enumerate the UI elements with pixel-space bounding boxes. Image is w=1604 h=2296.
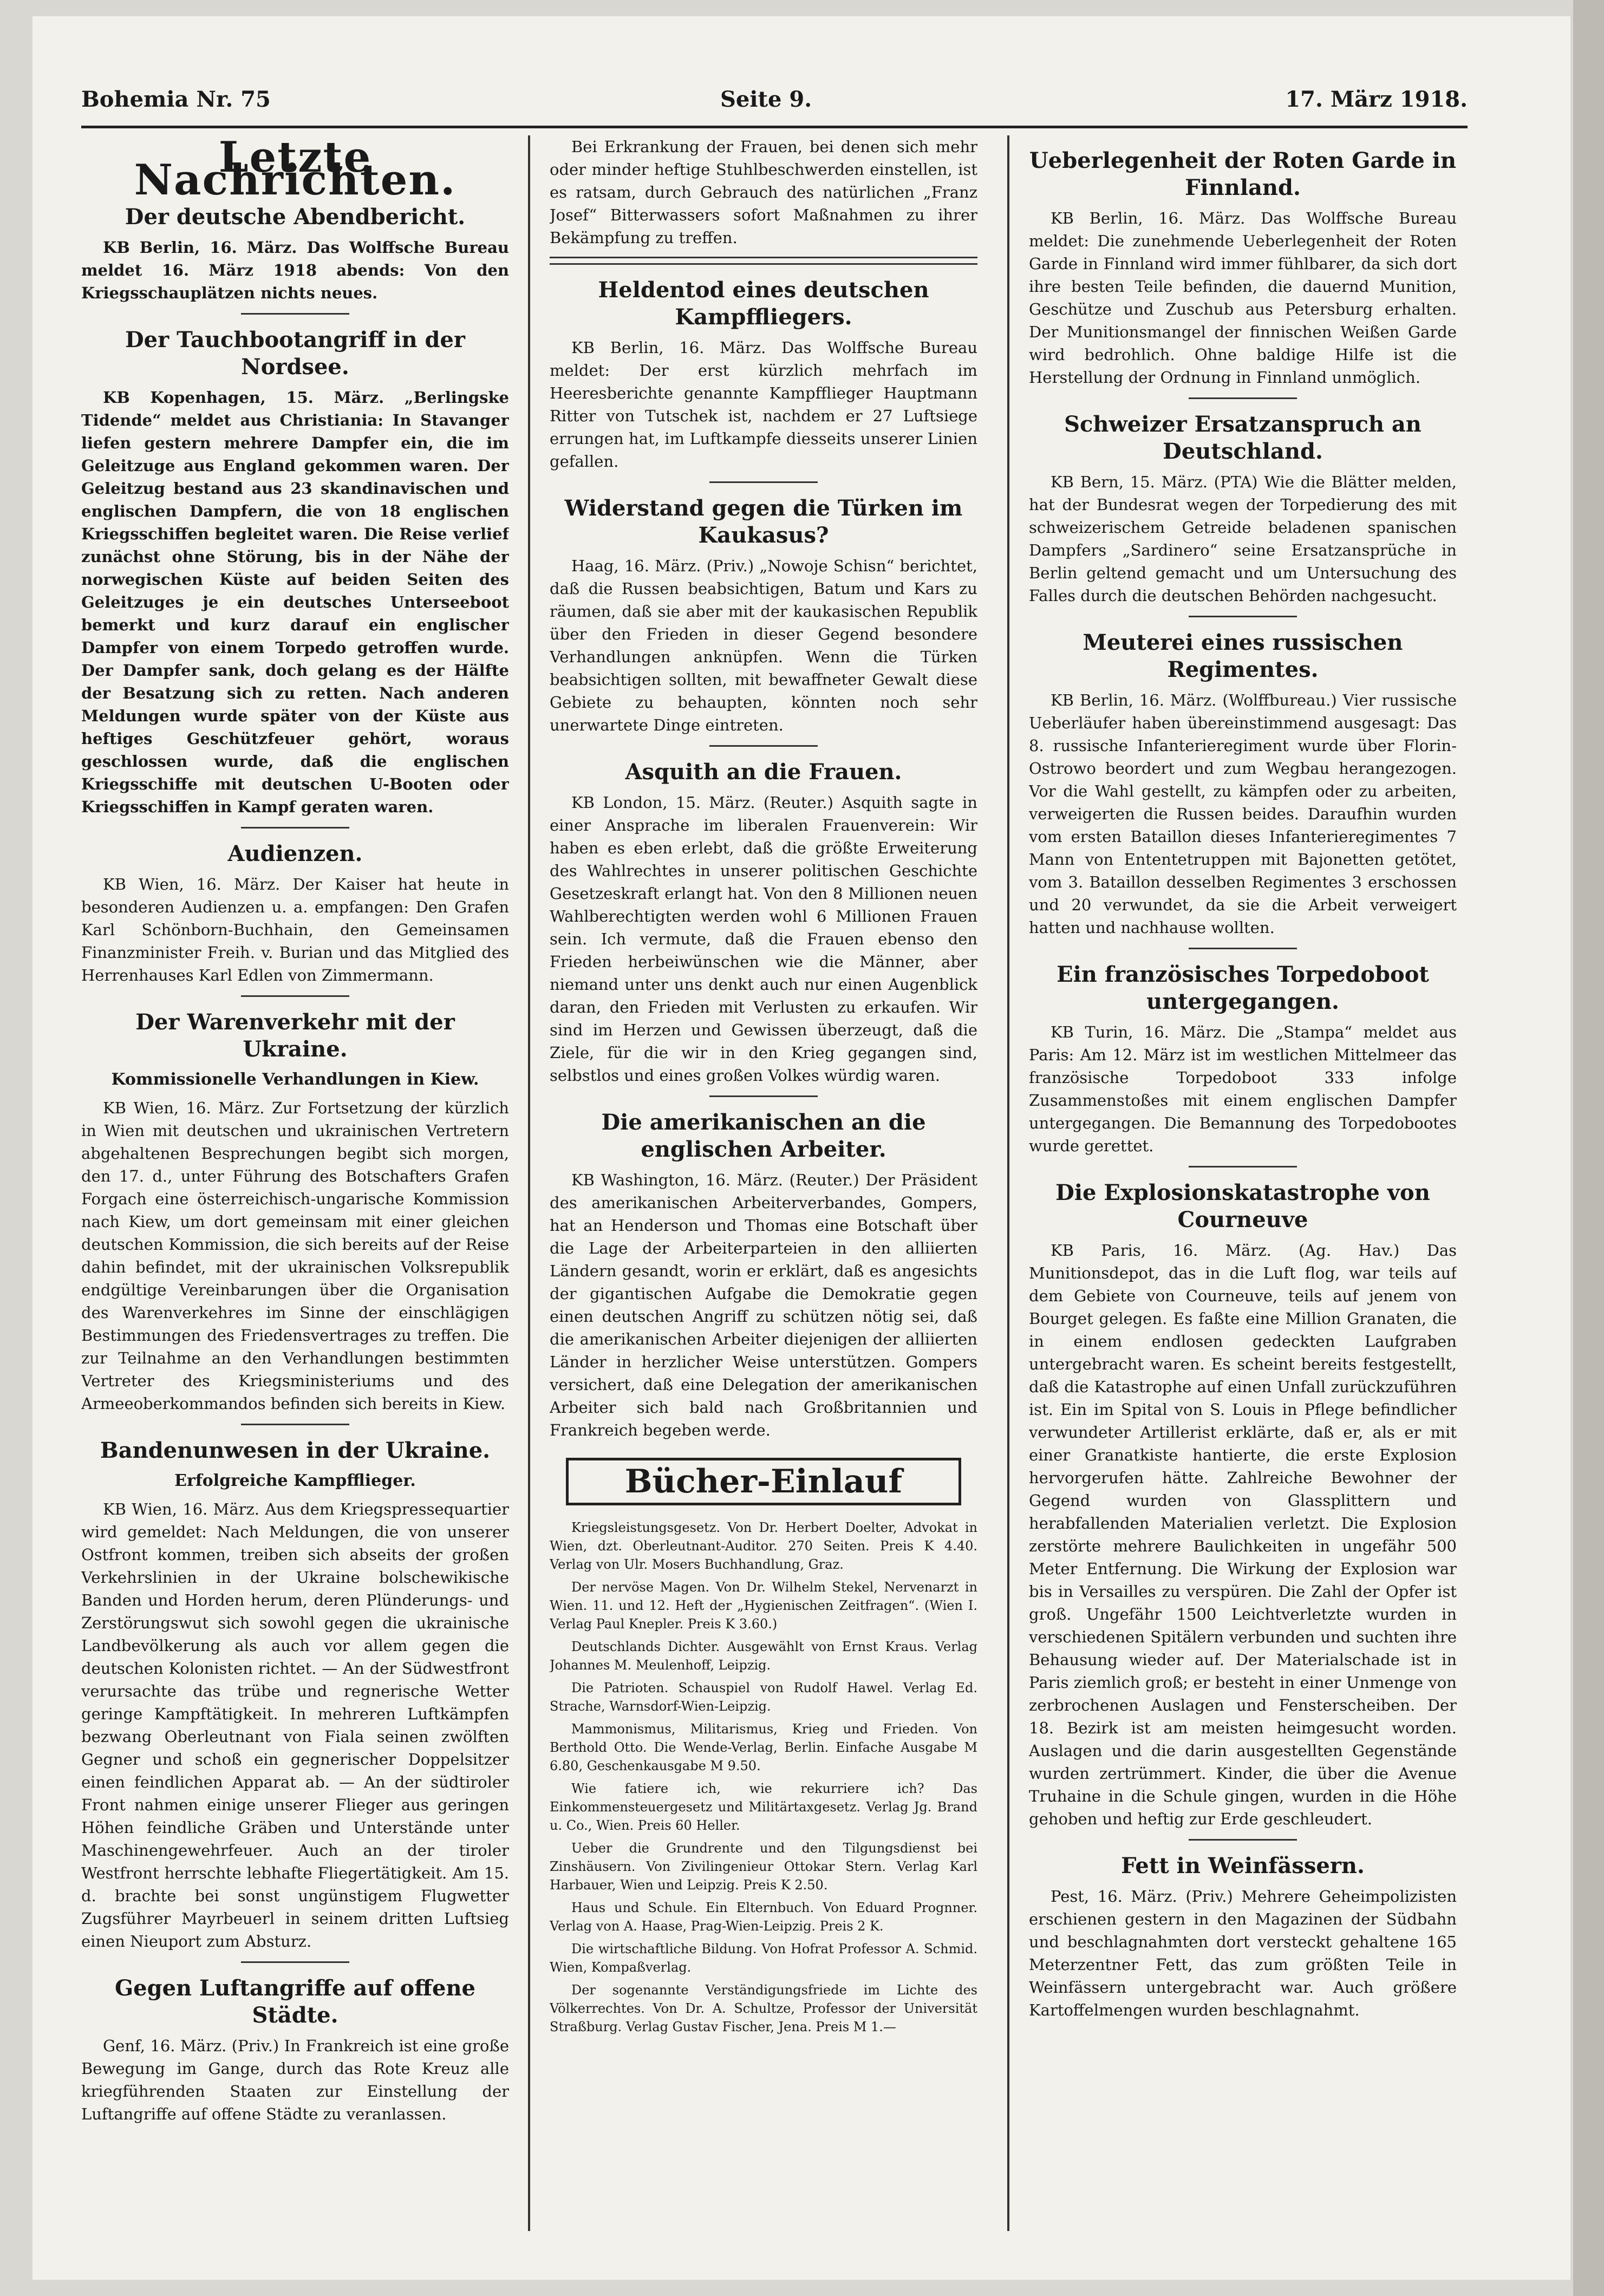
article-heading: Widerstand gegen die Türken im Kaukasus? — [564, 495, 963, 548]
article-text: KB London, 15. März. (Reuter.) Asquith sagte in einer Ansprache im liberalen Frauenverein: Wir haben es eben erlebt, daß die größte Erweiterung des Wahlrechtes in unserer politischen Geschichte Gesetzeskraft erlangt hat. Von den 8 Millionen neuen Wahlberechtigten werden wohl 6 Millionen Frauen sein. Ich vermute, daß die Frauen ebenso den Frieden herbeiwünschen wie die Männer, aber niemand unter uns denkt auch nur einen Augenblick daran, den Frieden mit Verlusten zu erkaufen. Wir sind im Herzen und Gewissen überzeugt, daß die Ziele, für die wir in den Krieg gegangen sind, selbstlos und eines großen Volkes würdig waren. — [550, 793, 977, 1085]
separator — [709, 481, 818, 483]
issue-date: 17. März 1918. — [1285, 87, 1468, 112]
article-text: Haag, 16. März. (Priv.) „Nowoje Schisn“ berichtet, daß die Russen beabsichtigen, Batum und Kars zu räumen, daß sie aber mit der kaukasischen Republik über den Frieden in dieser Gegend besondere Verhandlungen anknüpfen. Wenn die Türken beabsichtigen sollten, mit bewaffneter Gewalt diese Gebiete zu behaupten, könnten noch sehr unerwartete Dinge eintreten. — [550, 557, 977, 734]
article-text: KB Bern, 15. März. (PTA) Wie die Blätter melden, hat der Bundesrat wegen der Torpedierung des mit schweizerischem Getreide beladenen spanischen Dampfers „Sardinero“ seine Ersatzansprüche in Berlin geltend gemacht und um Untersuchung des Falles durch die deutschen Behörden nachgesucht. — [1029, 473, 1457, 605]
column-rule-2 — [1007, 135, 1009, 2231]
column-rule-1 — [528, 135, 530, 2231]
separator — [241, 1424, 349, 1425]
article-heading: Ein französisches Torpedoboot untergegangen. — [1057, 962, 1429, 1014]
books-box-title: Bücher-Einlauf — [566, 1458, 961, 1505]
page-header — [81, 87, 1468, 125]
article-text: KB Turin, 16. März. Die „Stampa“ meldet aus Paris: Am 12. März ist im westlichen Mittelmeer das französische Torpedoboot 333 infolge Zusammenstoßes mit einem englischen Dampfer untergegangen. Die Bemannung des Torpedobootes wurde gerettet. — [1029, 1023, 1457, 1155]
separator — [1189, 397, 1297, 399]
article-text: KB Wien, 16. März. Aus dem Kriegspressequartier wird gemeldet: Nach Meldungen, die von unserer Ostfront kommen, treiben sich abseits der großen Verkehrslinien in der Ukraine bolschewikische Banden und Horden herum, deren Plünderungs- und Zerstörungswut sich sowohl gegen die ukrainische Landbevölkerung als auch vor allem gegen die deutschen Kolonisten richtet. — An der Südwestfront verursachte das trübe und regnerische Wetter geringe Kampftätigkeit. In mehreren Luftkämpfen bezwang Oberleutnant von Fiala seinen zwölften Gegner und schoß ein gegnerischer Doppelsitzer einen feindlichen Apparat ab. — An der südtiroler Front nahmen einige unserer Flieger aus geringen Höhen feindliche Gräben und Unterstände unter Maschinengewehrfeuer. Auch an der tiroler Westfront herrschte lebhafte Fliegertätigkeit. Am 15. d. brachte bei sonst ungünstigem Flugwetter Zugsführer Mayrbeuerl in seinem dritten Luftsieg einen Nieuport zum Absturz. — [81, 1500, 509, 1951]
book-entry: Die wirtschaftliche Bildung. Von Hofrat Professor A. Schmid. Wien, Kompaßverlag. — [550, 1941, 977, 1975]
separator — [709, 745, 818, 747]
header-rule — [81, 126, 1468, 128]
article-text: KB Kopenhagen, 15. März. „Berlingske Tidende“ meldet aus Christiania: In Stavanger liefen gestern mehrere Dampfer ein, die im Geleitzuge aus England gekommen waren. Der Geleitzug bestand aus 23 skandinavischen und englischen Dampfern, die von 18 englischen Kriegsschiffen begleitet waren. Die Reise verlief zunächst ohne Störung, bis in der Nähe der norwegischen Küste auf beiden Seiten des Geleitzuges je ein deutsches Unterseeboot bemerkt und kurz darauf ein englischer Dampfer von einem Torpedo getroffen wurde. Der Dampfer sank, doch gelang es der Hälfte der Besatzung sich zu retten. Nach anderen Meldungen wurde später von der Küste aus heftiges Geschützfeuer gehört, woraus geschlossen wurde, daß die englischen Kriegsschiffe mit deutschen U-Booten oder Kriegsschiffen in Kampf geraten waren. — [81, 388, 509, 816]
separator — [1189, 1166, 1297, 1167]
article-heading: Ueberlegenheit der Roten Garde in Finnland. — [1029, 148, 1457, 200]
advertisement-text: Bei Erkrankung der Frauen, bei denen sich mehr oder minder heftige Stuhlbeschwerden einstellen, ist es ratsam, durch Gebrauch des natürlichen „Franz Josef“ Bitterwassers sofort Maßnahmen zu ihrer Bekämpfung zu treffen. — [550, 138, 977, 247]
article-heading: Der Warenverkehr mit der Ukraine. — [135, 1009, 455, 1062]
article-heading: Der deutsche Abendbericht. — [125, 204, 466, 230]
book-entry: Wie fatiere ich, wie rekurriere ich? Das Einkommensteuergesetz und Militärtaxgesetz. Verlag Jg. Brand u. Co., Wien. Preis 60 Heller. — [550, 1781, 977, 1833]
article-text: KB Berlin, 16. März. Das Wolffsche Bureau meldet 16. März 1918 abends: Von den Kriegsschauplätzen nichts neues. — [81, 238, 509, 302]
book-entry: Die Patrioten. Schauspiel von Rudolf Hawel. Verlag Ed. Strache, Warnsdorf-Wien-Leipzig. — [550, 1680, 977, 1714]
book-entry: Ueber die Grundrente und den Tilgungsdienst bei Zinshäusern. Von Zivilingenieur Ottokar Stern. Verlag Karl Harbauer, Wien und Leipzig. Preis K 2.50. — [550, 1841, 977, 1893]
book-entry: Der sogenannte Verständigungsfriede im Lichte des Völkerrechtes. Von Dr. A. Schultze, Professor der Universität Straßburg. Verlag Gustav Fischer, Jena. Preis M 1.— — [550, 1982, 977, 2034]
article-heading: Fett in Weinfässern. — [1121, 1853, 1365, 1878]
article-text: KB Berlin, 16. März. (Wolffbureau.) Vier russische Ueberläufer haben übereinstimmend ausgesagt: Das 8. russische Infanterieregiment wurde über Florin-Ostrowo beordert und zum Wegbau herangezogen. Vor die Wahl gestellt, zu kämpfen oder zu arbeiten, verweigerten die Russen beides. Daraufhin wurden vom ersten Bataillon dieses Infanterieregimentes 7 Mann von Ententetruppen mit Bajonetten getötet, vom 3. Bataillon desselben Regimentes 3 erschossen und 20 verwundet, da sie die Arbeit verweigert hatten und nachhause wollten. — [1029, 691, 1457, 937]
separator — [241, 995, 349, 997]
column-3 — [1029, 135, 1457, 2236]
column-2 — [550, 135, 977, 2236]
article-heading: Bandenunwesen in der Ukraine. — [100, 1438, 491, 1463]
article-heading: Die amerikanischen an die englischen Arbeiter. — [601, 1110, 926, 1162]
article-text: KB Wien, 16. März. Zur Fortsetzung der kürzlich in Wien mit deutschen und ukrainischen Vertretern abgehaltenen Besprechungen begibt sich morgen, den 17. d., unter Führung des Botschafters Grafen Forgach eine österreichisch-ungarische Kommission nach Kiew, um dort gemeinsam mit einer gleichen deutschen Kommission, die sich bereits auf der Reise dahin befindet, mit der ukrainischen Volksrepublik endgültige Vereinbarungen über die Organisation des Warenverkehres im Sinne der einschlägigen Bestimmungen des Friedensvertrages zu treffen. Die zur Teilnahme an den Verhandlungen bestimmten Vertreter des Kriegsministeriums und des Armeeoberkommandos befinden sich bereits in Kiew. — [81, 1099, 509, 1413]
separator — [1189, 948, 1297, 949]
separator — [241, 1961, 349, 1963]
article-text: KB Berlin, 16. März. Das Wolffsche Bureau meldet: Der erst kürzlich mehrfach im Heeresberichte genannte Kampfflieger Hauptmann Ritter von Tutschek ist, nachdem er 27 Luftsiege errungen hat, im Luftkampfe diesseits unserer Linien gefallen. — [550, 338, 977, 471]
double-separator — [550, 257, 977, 265]
article-heading: Der Tauchbootangriff in der Nordsee. — [125, 327, 465, 380]
article-subheading: Erfolgreiche Kampfflieger. — [174, 1471, 416, 1490]
book-entry: Mammonismus, Militarismus, Krieg und Frieden. Von Berthold Otto. Die Wende-Verlag, Berlin. Einfache Ausgabe M 6.80, Geschenkausgabe M 9.50. — [550, 1721, 977, 1773]
book-entry: Haus und Schule. Ein Elternbuch. Von Eduard Prognner. Verlag von A. Haase, Prag-Wien-Leipzig. Preis 2 K. — [550, 1900, 977, 1934]
article-text: KB Washington, 16. März. (Reuter.) Der Präsident des amerikanischen Arbeiterverbandes, Gompers, hat an Henderson und Thomas eine Botschaft über die Lage der Arbeiterparteien in den alliierten Ländern gesandt, worin er erklärt, daß es angesichts der gigantischen Aufgabe die Demokratie gegen einen deutschen Angriff zu schützen nötig sei, daß die amerikanischen Arbeiter diejenigen der alliierten Länder in herzlicher Weise unterstützen. Gompers versichert, daß eine Delegation der amerikanischen Arbeiter sich bald nach Großbritannien und Frankreich begeben werde. — [550, 1171, 977, 1439]
separator — [1189, 1839, 1297, 1841]
separator — [241, 827, 349, 829]
section-title: Letzte Nachrichten. — [134, 135, 457, 205]
article-text: KB Paris, 16. März. (Ag. Hav.) Das Munitionsdepot, das in die Luft flog, war teils auf dem Gebiete von Courneuve, teils auf jenem von Bourget gelegen. Es faßte eine Million Granaten, die in einem endlosen gedeckten Laufgraben untergebracht waren. Es scheint bereits festgestellt, daß die Katastrophe auf einen Unfall zurückzuführen ist. Ein im Spital von S. Louis in Pflege befindlicher verwundeter Artillerist erklärte, daß er, als er mit einer Granatkiste hantierte, die erste Explosion hervorgerufen hätte. Zahlreiche Bewohner der Gegend wurden von Glassplittern und herabfallenden Materialien verletzt. Die Explosion zerstörte mehrere Baulichkeiten in ungefähr 500 Meter Entfernung. Die Wirkung der Explosion war bis in Versailles zu verspüren. Die Zahl der Opfer ist groß. Ungefähr 1500 Leichtverletzte wurden in verschiedenen Spitälern verbunden und suchten ihre Behausung wieder auf. Der Materialschade ist in Paris ziemlich groß; er besteht in einer Unmenge von zerbrochenen Auslagen und Fensterscheiben. Der 18. Bezirk ist am meisten heimgesucht worden. Auslagen und die darin ausgestellten Gegenstände wurden zertrümmert. Kinder, die über die Avenue Truhaine in die Schule gingen, wurden in die Höhe gehoben und heftig zur Erde geschleudert. — [1029, 1241, 1457, 1828]
issue-number: Bohemia Nr. 75 — [81, 87, 271, 112]
page-number: Seite 9. — [720, 87, 812, 112]
article-heading: Die Explosionskatastrophe von Courneuve — [1055, 1180, 1430, 1232]
article-subheading: Kommissionelle Verhandlungen in Kiew. — [111, 1070, 479, 1089]
article-heading: Heldentod eines deutschen Kampffliegers. — [598, 277, 929, 330]
article-text: KB Berlin, 16. März. Das Wolffsche Bureau meldet: Die zunehmende Ueberlegenheit der Roten Garde in Finnland wird immer fühlbarer, da sich dort ihre besten Teile befinden, die dauernd Munition, Geschütze und Zuschub aus Petersburg erhalten. Der Munitionsmangel der finnischen Weißen Garde wird bedrohlich. Ohne baldige Hilfe ist die Herstellung der Ordnung in Finnland unmöglich. — [1029, 209, 1457, 387]
book-entry: Der nervöse Magen. Von Dr. Wilhelm Stekel, Nervenarzt in Wien. 11. und 12. Heft der „Hygienischen Zeitfragen“. (Wien I. Verlag Paul Knepler. Preis K 3.60.) — [550, 1580, 977, 1632]
scan-edge — [1573, 0, 1604, 2296]
article-heading: Audienzen. — [227, 841, 363, 866]
article-text: Genf, 16. März. (Priv.) In Frankreich ist eine große Bewegung im Gange, durch das Rote Kreuz alle kriegführenden Staaten zur Einstellung der Luftangriffe auf offene Städte zu veranlassen. — [81, 2037, 509, 2123]
column-1 — [81, 135, 509, 2236]
book-entry: Kriegsleistungsgesetz. Von Dr. Herbert Doelter, Advokat in Wien, dzt. Oberleutnant-Auditor. 270 Seiten. Preis K 4.40. Verlag von Ulr. Mosers Buchhandlung, Graz. — [550, 1520, 977, 1572]
article-text: Pest, 16. März. (Priv.) Mehrere Geheimpolizisten erschienen gestern in den Magazinen der Südbahn und beschlagnahmten dort versteckt gehaltene 165 Meterzentner Fett, das zum größten Teile in Weinfässern untergebracht war. Auch größere Kartoffelmengen wurden beschlagnahmt. — [1029, 1887, 1457, 2019]
article-text: KB Wien, 16. März. Der Kaiser hat heute in besonderen Audienzen u. a. empfangen: Den Grafen Karl Schönborn-Buchhain, den Gemeinsamen Finanzminister Freih. v. Burian und das Mitglied des Herrenhauses Karl Edlen von Zimmermann. — [81, 875, 509, 984]
separator — [241, 313, 349, 315]
article-heading: Asquith an die Frauen. — [625, 759, 902, 785]
separator — [1189, 616, 1297, 617]
separator — [709, 1095, 818, 1097]
article-heading: Schweizer Ersatzanspruch an Deutschland. — [1064, 412, 1422, 464]
article-heading: Meuterei eines russischen Regimentes. — [1083, 630, 1403, 682]
article-heading: Gegen Luftangriffe auf offene Städte. — [115, 1975, 475, 2028]
books-list — [550, 1518, 977, 2036]
book-entry: Deutschlands Dichter. Ausgewählt von Ernst Kraus. Verlag Johannes M. Meulenhoff, Leipzig. — [550, 1639, 977, 1673]
